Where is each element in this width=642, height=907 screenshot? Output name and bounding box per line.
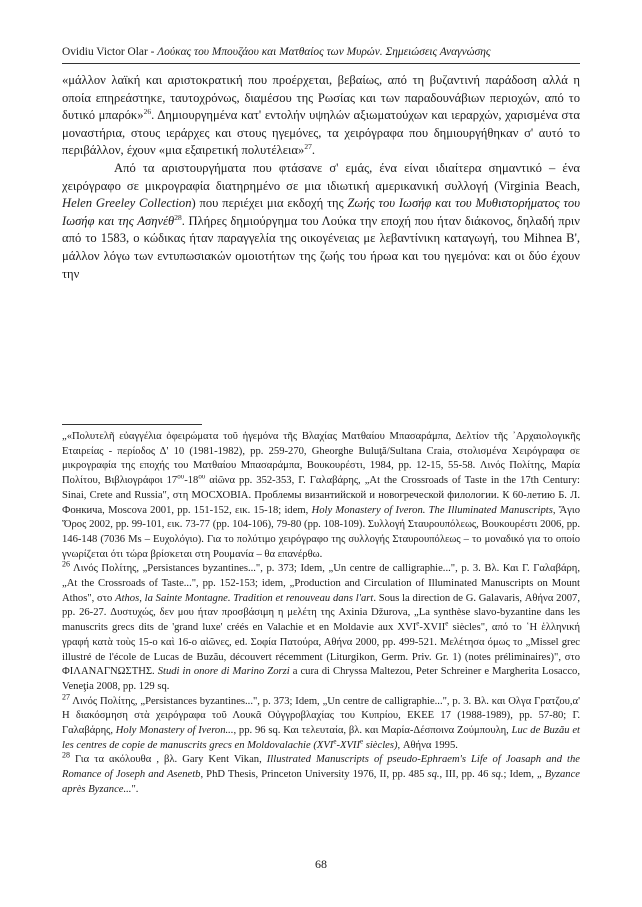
footnote-28: $^{28}$ Για τα ακόλουθα , βλ. Gary Kent Vikan, Illustrated Manuscripts of pseudo-Ephraem's Life of Joasaph and the Romance of Joseph and Asenetb, PhD Thesis, Princeton University 1976, II, pp. 485 sq., III, pp. 46 sq.; Idem, „ Byzance après Byzance...". — [62, 750, 580, 795]
footnotes — [62, 430, 580, 798]
footnote-ref-27[interactable]: 27 — [304, 142, 312, 152]
page-number: 68 — [315, 857, 327, 871]
paragraph-2: Από τα αριστουργήματα που φτάσανε σ' εμάς, ένα είναι ιδιαίτερα σημαντικό – ένα χειρόγραφο σε μικρογραφία διατηρημένο σε μια ιδιωτική αμερικανική συλλογή (Virginia Beach, Helen Greeley Collection) που περιέχει μια εκδοχή της Ζωής του Ιωσήφ και του Μυθιστορήματος του Ιωσήφ και της Ασηνέθ$^{28}$. Πλήρες δημιούργημα του Λούκα την εποχή που ήταν διάκονος, δηλαδή πριν από το 1583, ο κώδικας ήταν παραγγελία της οικογένειας με λεβαντίνικη καταγωγή, του Mihnea B', μάλλον λόγω των εντυπωσιακών ομοιοτήτων της ζωής του ήρωα και του ηγεμόνα: και οι δύο έχουν την — [62, 160, 580, 281]
paragraph-1: «μάλλον λαϊκή και αριστοκρατική που προέρχεται, βεβαίως, από τη βυζαντινή παράδοση αλλά η οποία επηρεάστηκε, ταυτοχρόνως, διαμέσου της Ρωσίας και των παραδουνάβιων περιοχών, από το δυτικό μπαρόκ»$^{26}$. Δημιουργημένα κατ' εντολήν υψηλών αξιωματούχων και ιεραρχών, χαρισμένα στα μοναστήρια, στους ιεράρχες και στους ηγεμόνες, τα χειρόγραφα που δημιουργήθηκαν σ' αυτό το περιβάλλον, έχουν «μια εξαιρετική πολυτέλεια»$^{27}$. — [62, 73, 580, 158]
footnote-number: 27 — [62, 692, 70, 702]
header-title: Λούκας του Μπουζάου και Ματθαίος των Μυρών. Σημειώσεις Αναγνώσης — [157, 46, 491, 58]
footnote-separator — [62, 424, 202, 425]
footnote-continued: „«Πολυτελῆ εὐαγγέλια ὀφειρώματα τοῦ ἡγεμόνα τῆς Βλαχίας Ματθαίου Μπασαράμπα, Δελτίον τῆς ᾿Αρχαιολογικῆς Εταιρείας - περίοδος Δ' 10 (1981-1982), pp. 259-270, Gheorghe Buluţă/Sultana Craia, στολισμένα Χειρόγραφα σε μικρογραφία της εποχής του Ματθαίου Μπασαράμπα, Βουκουρέστι, 1984, pp. 12-15, 55-58. Λινός Πολίτης, Μαρία Πολίτου, Βιβλιογράφοι $17^{o\upsilon}-18^{o\upsilon}$ αἰῶνα pp. 352-353, Γ. Γαλαβάρης, „At the Crossroads of Taste in the 17th Century: Sinai, Crete and Russia", στη МОСХОВІА. Проблемы византийской и новогреческой филологии. К 60-летию Б. Л. Фонкича, Moscova 2001, pp. 151-152, εικ. 15-18; idem, Holy Monastery of Iveron. The Illuminated Manuscripts, Ἅγιο Ὄρος 2002, pp. 99-101, εικ. 73-77 (pp. 104-106), 79-80 (pp. 108-109). Συλλογή Σταυρουπόλεως, Βουκουρέστι 2006, pp. 146-148 (7036 Ms – Ευχολόγιο). Για το πολύτιμο χειρόγραφο της συλλογής Σταυρουπόλεως – το μοναδικό για το οποίο γνωρίζεται ότι τώρα βρίσκεται στη Ρουμανία – θα επανέρθω. — [62, 431, 580, 560]
footnote-26: $^{26}$ Λινός Πολίτης, „Persistances byzantines...", p. 373; Idem, „Un centre de calligraphie...", p. 3. Βλ. Και Γ. Γαλαβάρη, „At the Crossroads of Taste...", pp. 152-153; idem, „Production and Circulation of Illuminated Manuscripts on Mount Athos", στο Athos, la Sainte Montagne. Tradition et renouveau dans l'art. Sous la direction de G. Galavaris, Αθήνα 2007, pp. 26-27. Δυστυχώς, δεν μου ήταν προσβάσιμη η μελέτη της Axinia Džurova, „La synthèse slavo-byzantine dans les manuscrits grecs dits de 'grand luxe' créés en Valachie et en Moldavie aux XVIe-XVIIe siècles", από το ῾Η ἑλληνική γραφή κατὰ τοὺς 15-ο καὶ 16-ο αἰῶνες, ed. Σοφία Πατούρα, Αθήνα 2000, pp. 499-521. Μελέτησα όμως το „Missel grec illustré de l'école de Lucas de Buzău, découvert récemment (Liturgikon, Germ. Priv. Gr. 1) (notes préliminaires)", στο ΦΙΛΑΝΑΓΝΩΣΤΗΣ. Studi in onore di Marino Zorzi a cura di Chryssa Maltezou, Peter Schreiner e Margherita Losacco, Veneţia 2008, pp. 129 sq. — [62, 559, 580, 692]
header-separator: - — [147, 46, 158, 58]
main-text — [62, 72, 580, 283]
header-rule — [62, 63, 580, 64]
footnote-ref-26[interactable]: 26 — [143, 107, 152, 116]
footnote-27: $^{27}$ Λινός Πολίτης, „Persistances byzantines...", p. 373; Idem, „Un centre de calligraphie...", p. 3. Βλ. και Ολγα Γρατζου,α' Η διακόσμηση στὰ χειρόγραφα τοῦ Λουκᾶ Οὐγγροβλαχίας του Κυπρίου, ΕΚΕΕ 17 (1988-1989), pp. 57-80; Γ. Γαλαβάρης, Holy Monastery of Iveron..., pp. 96 sq. Και τελευταία, βλ. και Μαρία-Δέσποινα Ζούμπουλη, Luc de Buzău et les centres de copie de manuscrits grecs en Moldovalachie (XVIe-XVIIe siècles), Αθήνα 1995. — [62, 692, 580, 751]
footnote-number: 26 — [62, 559, 70, 569]
running-header — [62, 45, 580, 59]
footnote-ref-28[interactable]: 28 — [174, 212, 182, 222]
footnote-number: 28 — [62, 750, 70, 760]
header-author: Ovidiu Victor Olar — [62, 46, 148, 58]
